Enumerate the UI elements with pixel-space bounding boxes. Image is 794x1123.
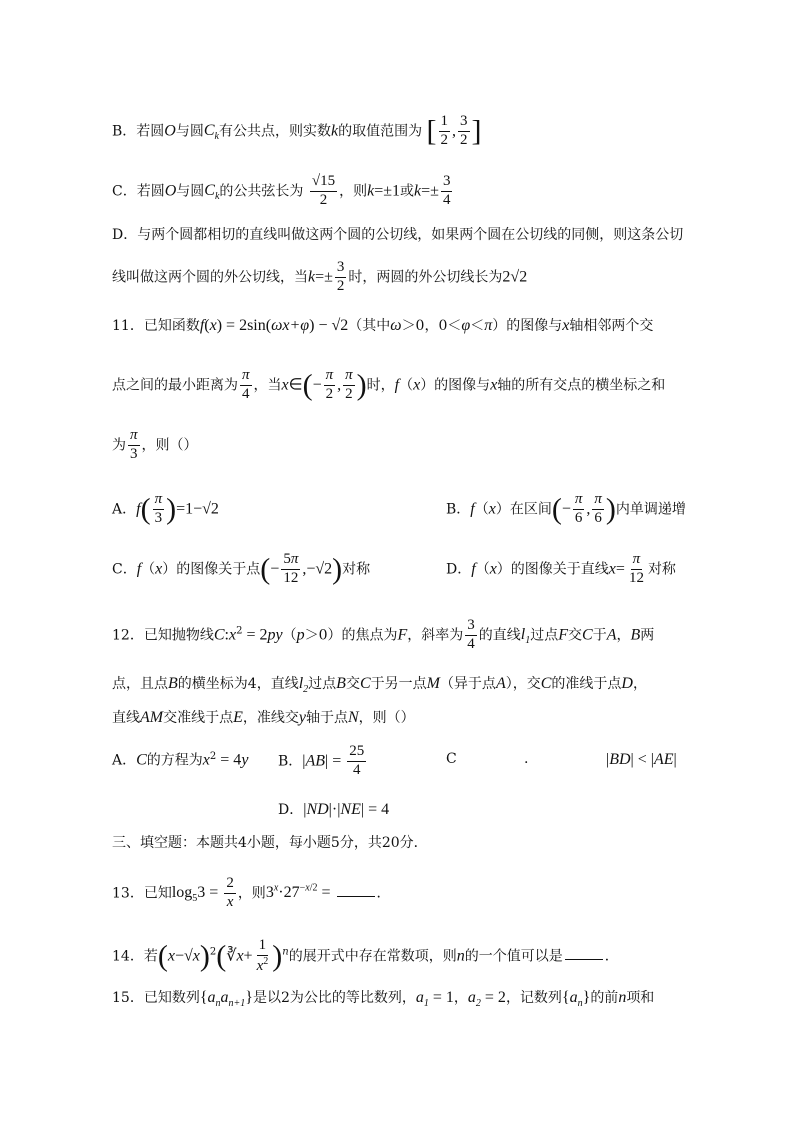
q14: 14．若$(x-√x)^2(∛x+$ $\frac{1}{x^2}$ )$^n$的展开式中存在常数项，则n的一个值可以是 ． [112, 937, 619, 974]
q12-stem-line1: 12．已知抛物线$C:x^2 = 2py(p>0)$的焦点为F，斜率为 $\frac{3}{4}$ 的直线$l_1$过点F交C于A，B两 [112, 617, 655, 652]
q11-option-c: C．f（x）的图像关于点(− $\frac{5\pi}{12}$ ,−√2)对称 [112, 551, 371, 586]
q11-option-a: A．f( $\frac{\pi}{3}$ )=1−√2 [112, 491, 219, 526]
q12-stem-line3: 直线AM交准线于点E，准线交y轴于点N，则（） [112, 709, 415, 726]
q12-option-c-label: C [446, 751, 457, 767]
q13: 13．已知$\log_53$ = $\frac{2}{x}$ ，则$3^x\cdot 27^{-x/2}$ = ． [112, 875, 391, 910]
q11-option-d: D．f（x）的图像关于直线x= $\frac{\pi}{12}$ 对称 [446, 551, 676, 586]
section-heading: 三、填空题：本题共4小题，每小题5分，共20分． [112, 835, 428, 851]
q12-option-c-expr: |BD| < |AE| [606, 751, 677, 768]
q11-option-b: B．f（x）在区间(− $\frac{\pi}{6}$ , $\frac{\pi}{6}$ )内单调递增 [446, 491, 686, 526]
q12-stem-line2: 点，且点B的横坐标为4，直线$l_2$过点B交C于另一点M（异于点A），交C的准线于点D， [112, 675, 647, 696]
q15: 15．已知数列$\{a_na_{n+1}\}$是以2为公比的等比数列，$a_1 = 1$，$a_2 = 2$，记数列$\{a_n\}$的前n项和 [112, 989, 655, 1010]
q12-option-c-dot: . [524, 751, 529, 767]
q10-option-d-line1: D．与两个圆都相切的直线叫做这两个圆的公切线，如果两个圆在公切线的同侧，则这条公切 [112, 227, 684, 243]
q10-option-d-line2: 线叫做这两个圆的外公切线，当k=± $\frac{3}{2}$ 时，两圆的外公切线长为2√2 [112, 259, 528, 294]
q11-stem-line2: 点之间的最小距离为 $\frac{\pi}{4}$ ，当x∈(− $\frac{\pi}{2}$ , $\frac{\pi}{2}$ )时，f（x）的图像与x轴的所有交点的横坐标之和 [112, 367, 666, 402]
q12-option-b: B．|AB| = $\frac{25}{4}$ [278, 743, 365, 778]
q12-option-d: D．|ND|·|NE| = 4 [278, 801, 390, 818]
q10-option-c: C．若圆O与圆$C_k$的公共弦长为 $\frac{√15}{2}$ ，则k=±1或k=± $\frac{3}{4}$ [112, 173, 451, 208]
q11-stem-line1: 11．已知函数f(x) = 2sin(ωx+φ) − √2（其中ω＞0，0＜φ＜π）的图像与x轴相邻两个交 [112, 317, 654, 334]
q10-option-b: B．若圆O与圆$C_k$有公共点，则实数k的取值范围为 [ $\frac{1}{2}$ , $\frac{3}{2}$ ] [112, 113, 482, 148]
q11-stem-line3: 为 $\frac{\pi}{3}$ ，则（） [112, 427, 198, 462]
q12-option-a: A．C的方程为$x^2 = 4y$ [112, 751, 249, 769]
